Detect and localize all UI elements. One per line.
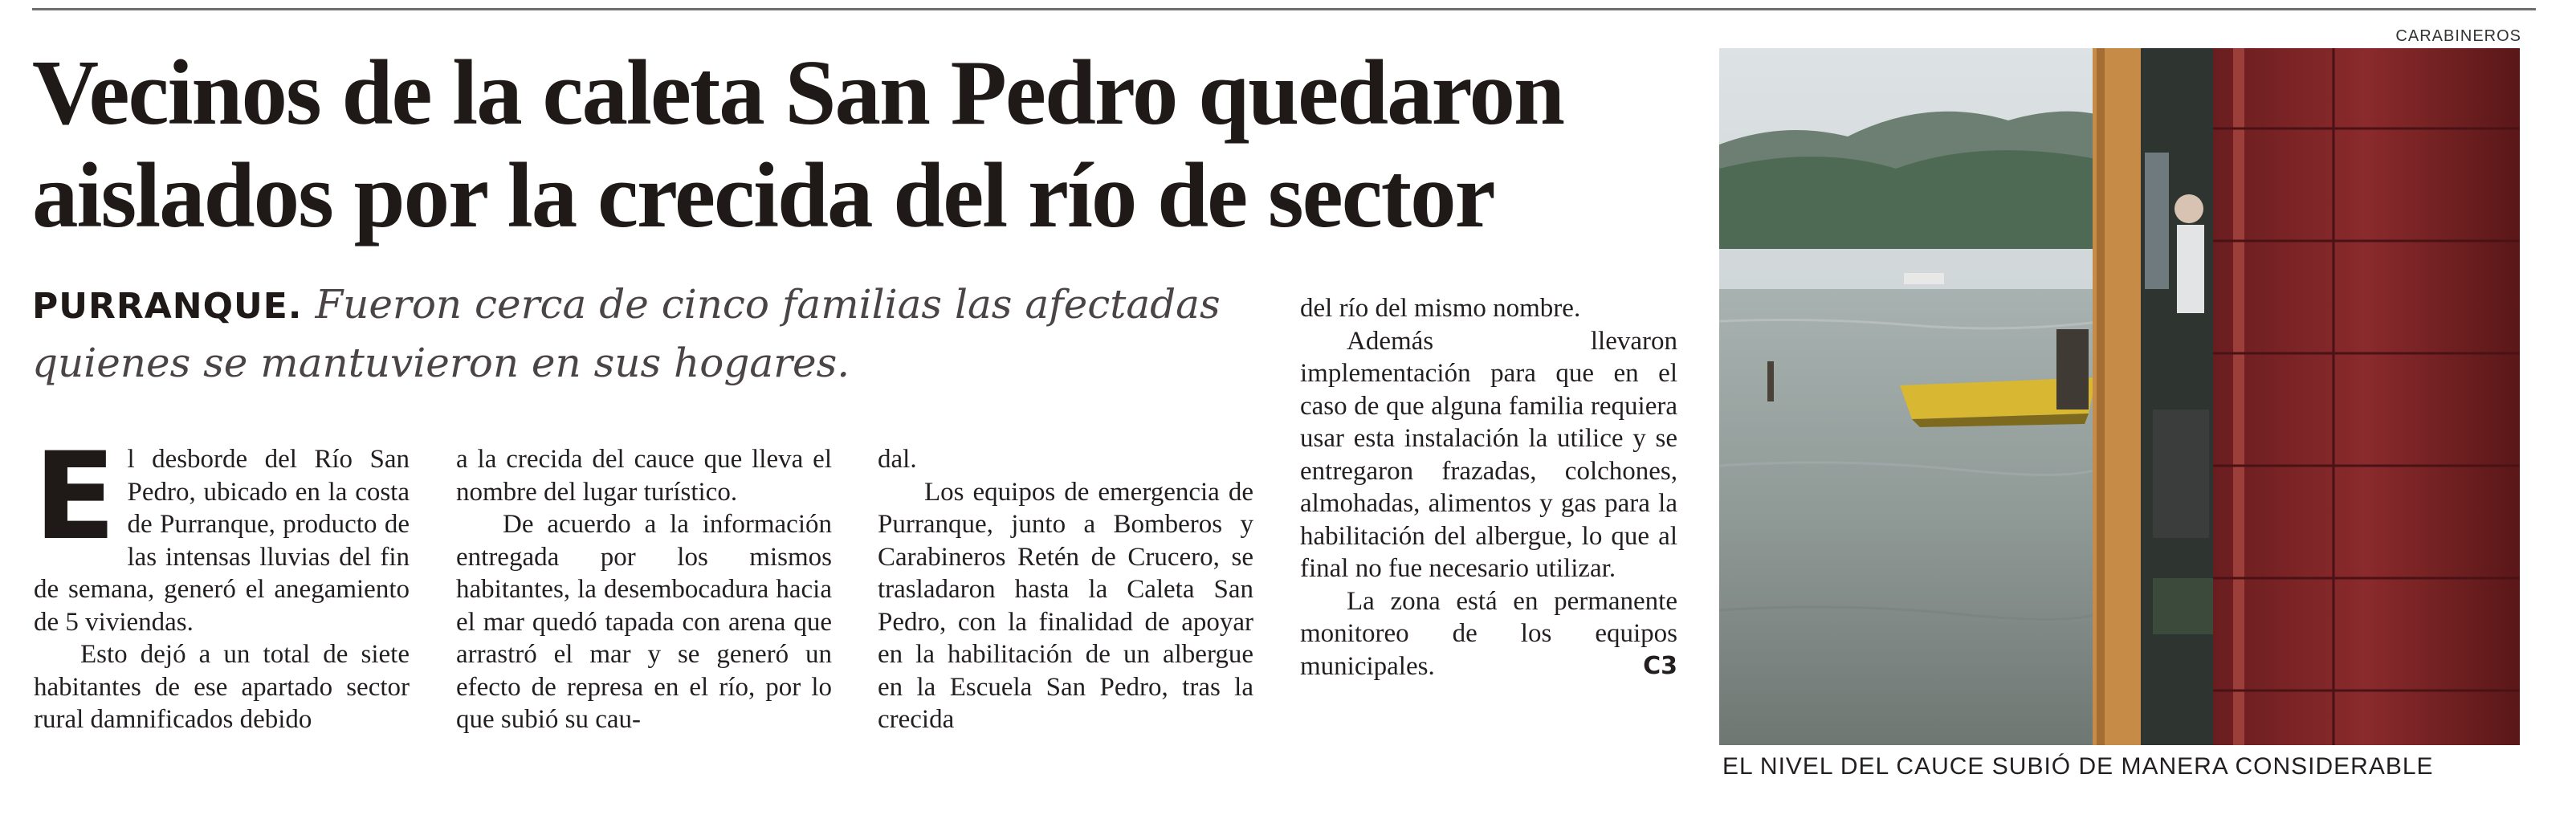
headline-line-2: aislados por la crecida del río de sector: [32, 145, 1494, 247]
photo-credit: CARABINEROS: [2395, 27, 2521, 45]
dateline-kicker: PURRANQUE.: [32, 286, 303, 327]
body-column-4: [1300, 292, 1677, 682]
drop-cap: E: [34, 427, 116, 567]
lead-text: Fueron cerca de cinco familias las afectadas quienes se mantuvieron en sus hogares.: [32, 281, 1221, 386]
closing-text: La zona está en permanente monitoreo de los equipos municipales.: [1300, 586, 1677, 681]
body-paragraph: De acuerdo a la información entregada por los mismos habitantes, la desembocadura hacia el mar quedó tapada con arena que arrastró el mar y se generó un efecto de represa en el río, por lo que subió su cau-: [456, 510, 832, 734]
body-column-1: [34, 427, 410, 736]
body-paragraph: del río del mismo nombre.: [1300, 294, 1581, 323]
body-paragraph: Esto dejó a un total de siete habitantes de ese apartado sector rural damnificados debido: [34, 640, 410, 734]
body-paragraph: dal.: [878, 445, 917, 474]
body-paragraph: [1300, 585, 1677, 683]
headline-line-1: Vecinos de la caleta San Pedro quedaron: [32, 42, 1563, 144]
news-photo: [1719, 48, 2520, 745]
headline: [32, 42, 1670, 247]
top-rule: [32, 8, 2536, 10]
body-paragraph: Además llevaron implementación para que en el caso de que alguna familia requiera usar esta instalación la utilice y se entregaron frazadas, colchones, almohadas, alimentos y gas para la habilitación del albergue, lo que al final no fue necesario utilizar.: [1300, 326, 1677, 583]
body-paragraph: l desborde del Río San Pedro, ubicado en la costa de Purranque, producto de las intensas lluvias del fin de semana, generó el anegamiento de 5 viviendas.: [34, 445, 410, 637]
lead-paragraph: [32, 276, 1285, 391]
end-mark-icon: C3: [1643, 651, 1677, 680]
body-column-2: [456, 443, 832, 736]
body-column-3: [878, 443, 1253, 736]
photo-caption: EL NIVEL DEL CAUCE SUBIÓ DE MANERA CONSIDERABLE: [1722, 753, 2434, 780]
body-paragraph: Los equipos de emergencia de Purranque, junto a Bomberos y Carabineros Retén de Crucero, se trasladaron hasta la Caleta San Pedro, con la finalidad de apoyar en la habilitación de un albergue en la Escuela San Pedro, tras la crecida: [878, 477, 1253, 734]
body-paragraph: a la crecida del cauce que lleva el nombre del lugar turístico.: [456, 445, 832, 507]
